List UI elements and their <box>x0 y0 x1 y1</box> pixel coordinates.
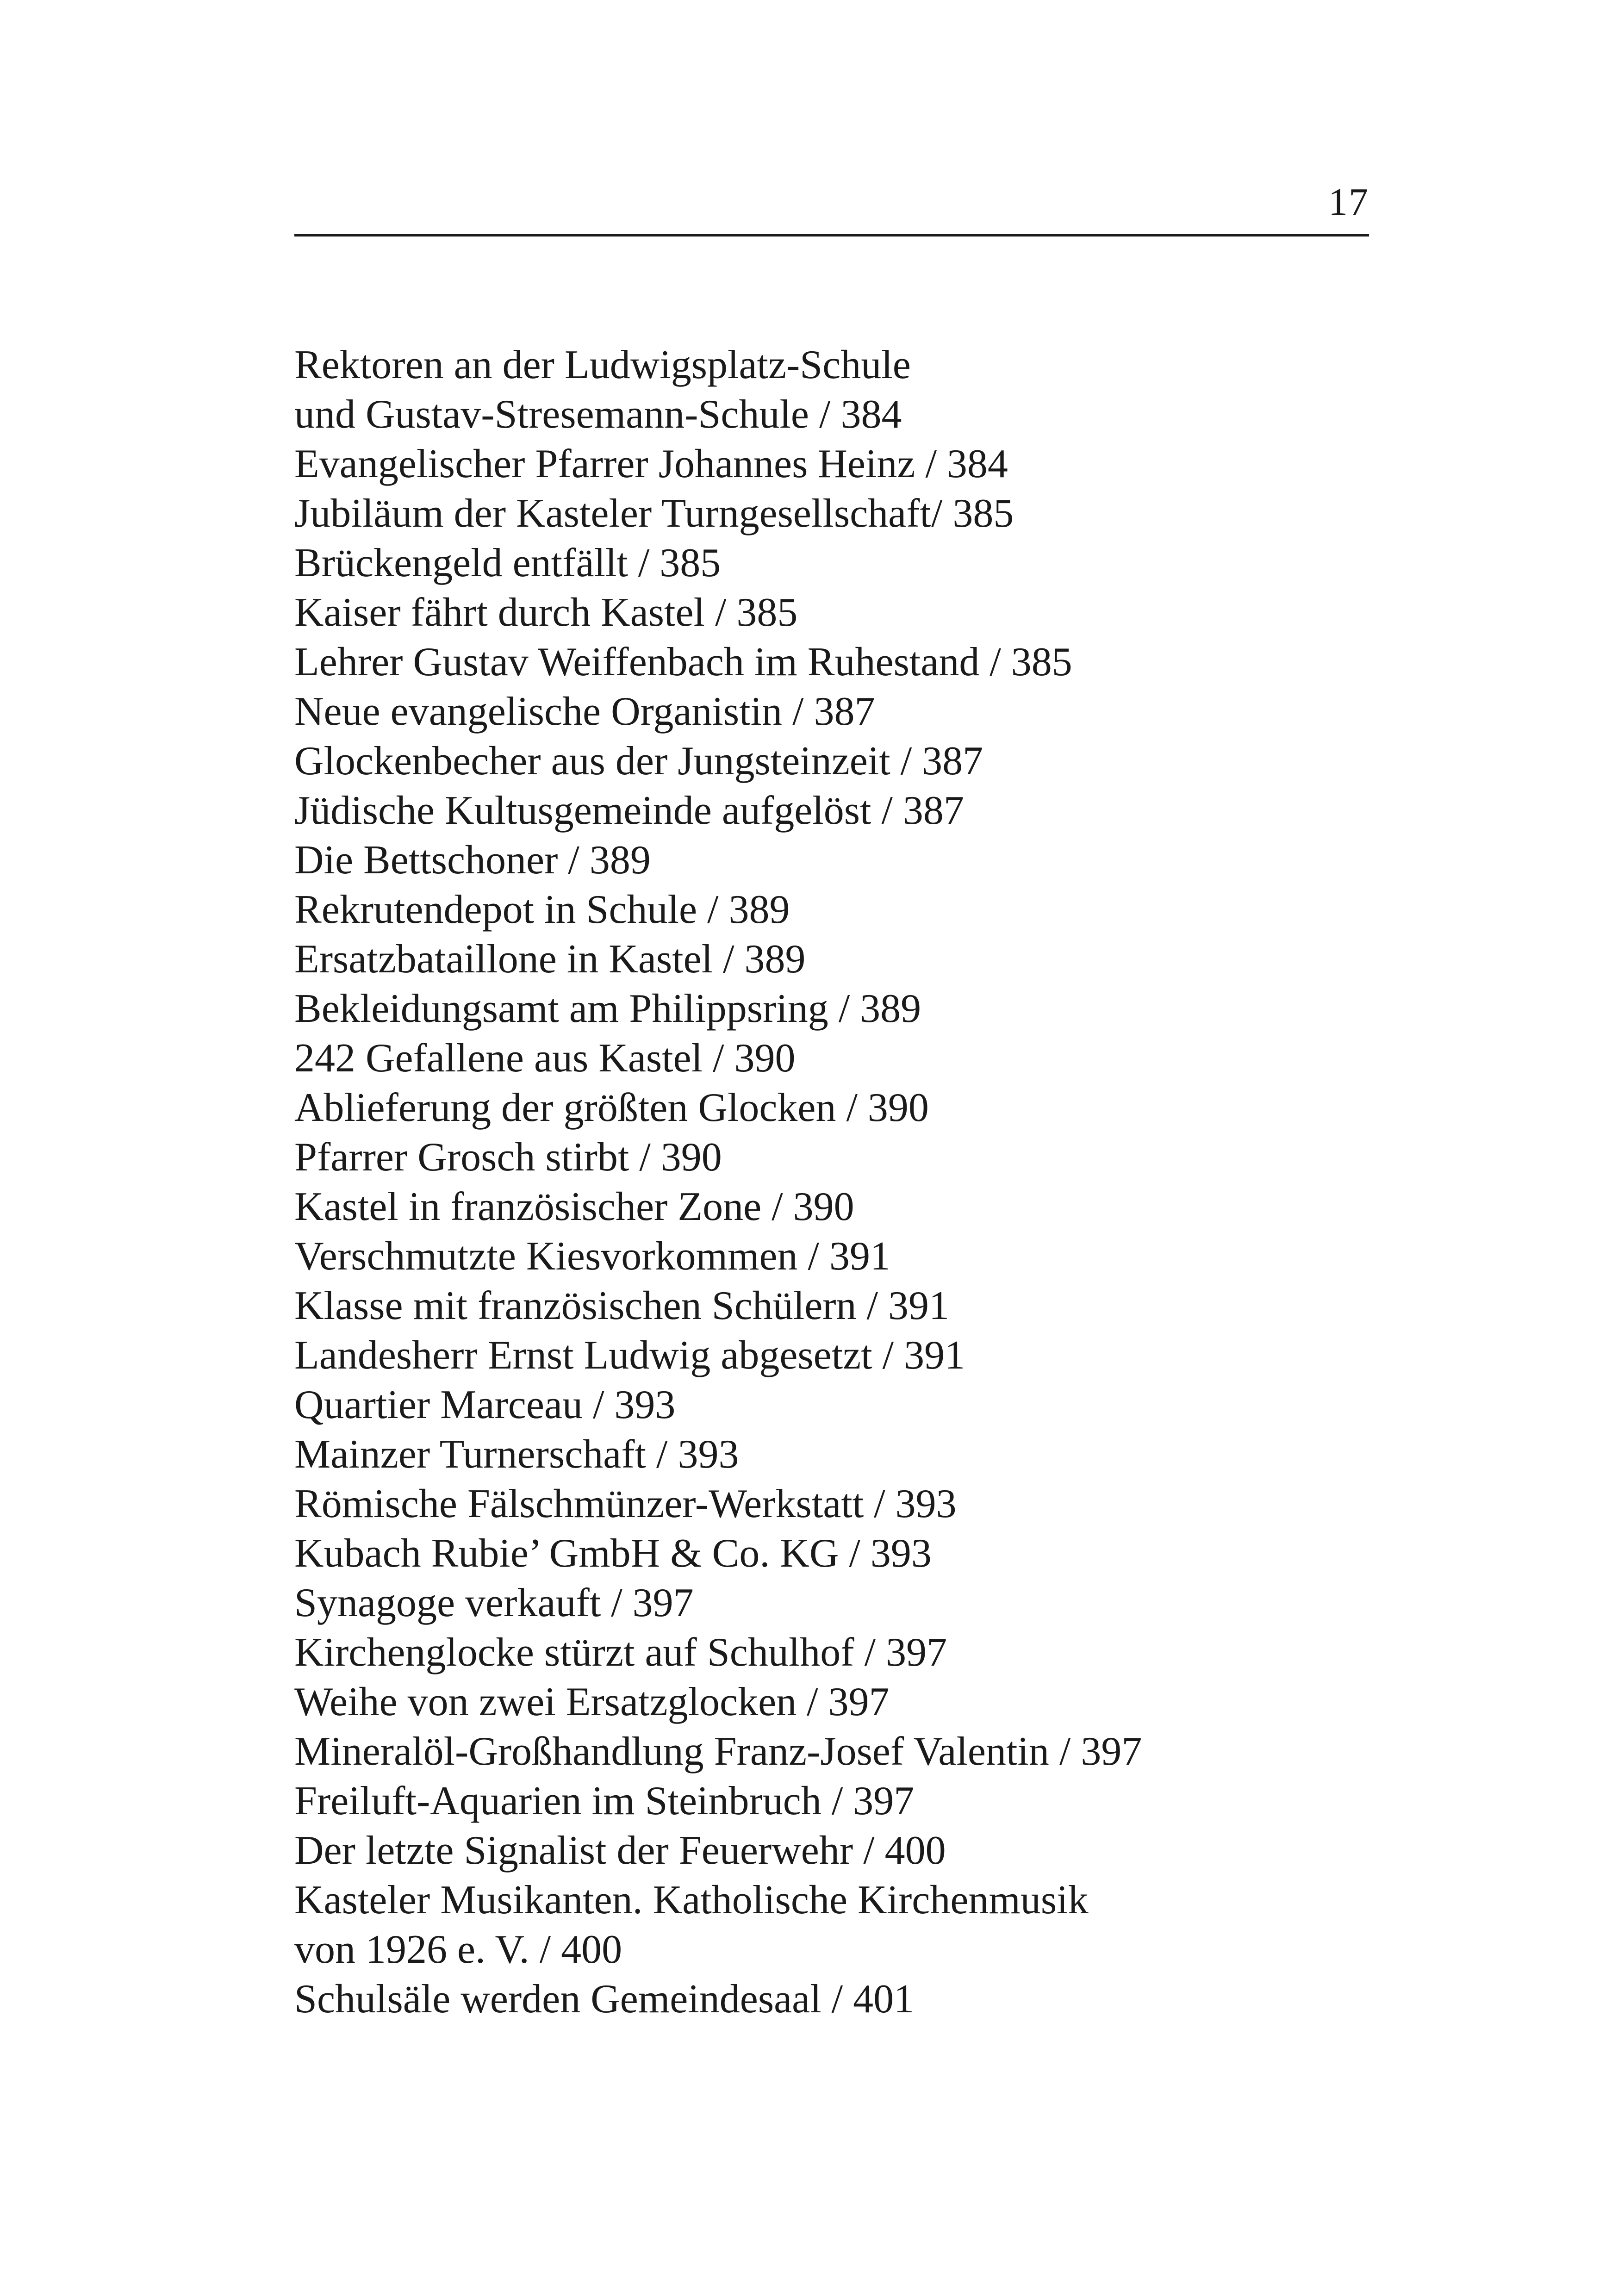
toc-line: von 1926 e. V. / 400 <box>294 1927 622 1972</box>
page-number: 17 <box>1328 180 1369 224</box>
toc-list <box>294 340 1405 2024</box>
toc-line: Synagoge verkauft / 397 <box>294 1580 694 1625</box>
toc-line: Weihe von zwei Ersatzglocken / 397 <box>294 1680 890 1724</box>
toc-line: Kastel in französischer Zone / 390 <box>294 1184 854 1229</box>
toc-line: Mainzer Turnerschaft / 393 <box>294 1432 739 1477</box>
toc-line: Die Bettschoner / 389 <box>294 838 651 883</box>
toc-line: Mineralöl-Großhandlung Franz-Josef Valentin / 397 <box>294 1729 1142 1774</box>
toc-line: Brückengeld entfällt / 385 <box>294 541 721 585</box>
toc-line: Klasse mit französischen Schülern / 391 <box>294 1283 950 1328</box>
toc-line: Jubiläum der Kasteler Turngesellschaft/ 385 <box>294 491 1014 536</box>
toc-line: Der letzte Signalist der Feuerwehr / 400 <box>294 1828 946 1873</box>
toc-line: Kaiser fährt durch Kastel / 385 <box>294 590 798 635</box>
toc-line: Römische Fälschmünzer-Werkstatt / 393 <box>294 1481 957 1526</box>
toc-line: Schulsäle werden Gemeindesaal / 401 <box>294 1977 915 2022</box>
toc-line: Kirchenglocke stürzt auf Schulhof / 397 <box>294 1630 947 1675</box>
toc-line: Jüdische Kultusgemeinde aufgelöst / 387 <box>294 788 964 833</box>
toc-line: Rektoren an der Ludwigsplatz-Schule <box>294 342 911 387</box>
toc-line: 242 Gefallene aus Kastel / 390 <box>294 1036 796 1081</box>
toc-line: Landesherr Ernst Ludwig abgesetzt / 391 <box>294 1333 965 1378</box>
toc-line: Quartier Marceau / 393 <box>294 1382 676 1427</box>
toc-line: Glockenbecher aus der Jungsteinzeit / 387 <box>294 739 983 784</box>
toc-line: Rekrutendepot in Schule / 389 <box>294 887 790 932</box>
toc-line: Kubach Rubie’ GmbH & Co. KG / 393 <box>294 1531 932 1576</box>
toc-line: Pfarrer Grosch stirbt / 390 <box>294 1135 722 1180</box>
toc-line: Lehrer Gustav Weiffenbach im Ruhestand / 385 <box>294 640 1072 684</box>
toc-line: Neue evangelische Organistin / 387 <box>294 689 875 734</box>
toc-line: Ablieferung der größten Glocken / 390 <box>294 1085 929 1130</box>
toc-line: und Gustav-Stresemann-Schule / 384 <box>294 392 902 437</box>
toc-line: Bekleidungsamt am Philippsring / 389 <box>294 986 921 1031</box>
toc-line: Evangelischer Pfarrer Johannes Heinz / 384 <box>294 442 1008 486</box>
toc-line: Freiluft-Aquarien im Steinbruch / 397 <box>294 1779 915 1823</box>
toc-line: Ersatzbataillone in Kastel / 389 <box>294 937 806 982</box>
toc-line: Verschmutzte Kiesvorkommen / 391 <box>294 1234 890 1279</box>
toc-line: Kasteler Musikanten. Katholische Kirchenmusik <box>294 1878 1089 1923</box>
header-rule <box>294 234 1369 236</box>
